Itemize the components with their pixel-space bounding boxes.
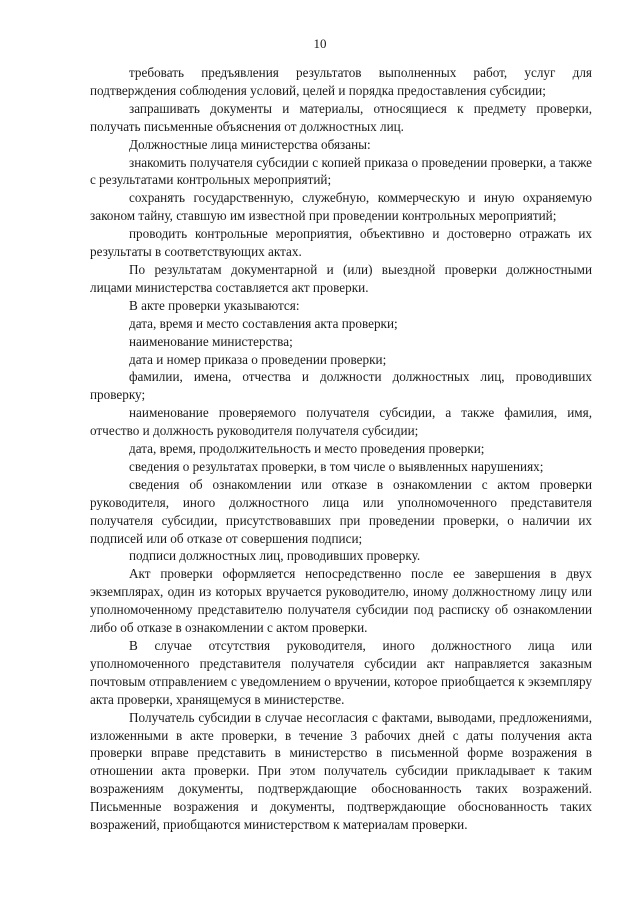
paragraph: Акт проверки оформляется непосредственно после ее завершения в двух экземплярах, один из которых вручается руководителю, иному должностному лицу или уполномоченному представителю получателя субсидии под расписку об ознакомлении либо об отказе в ознакомлении с актом проверки.: [90, 566, 592, 636]
paragraph: сведения об ознакомлении или отказе в ознакомлении с актом проверки руководителя, иного должностного лица или уполномоченного представителя получателя субсидии, присутствовавших при проведении проверки, о наличии их подписей или об отказе от совершения подписи;: [90, 476, 592, 546]
paragraph: Получатель субсидии в случае несогласия с фактами, выводами, предложениями, изложенными в акте проверки, в течение 3 рабочих дней с даты получения акта проверки вправе представить в министерство в письменной форме возражения в отношении акта проверки. При этом получатель субсидии прикладывает к таким возражениям документы, подтверждающие обоснованность таких возражений. Письменные возражения и документы, подтверждающие обоснованность таких возражений, приобщаются министерством к материалам проверки.: [90, 709, 592, 833]
document-body: [90, 64, 592, 834]
paragraph: Должностные лица министерства обязаны:: [129, 136, 371, 152]
paragraph: запрашивать документы и материалы, относящиеся к предмету проверки, получать письменные объяснения от должностных лиц.: [90, 100, 592, 134]
paragraph: фамилии, имена, отчества и должности должностных лиц, проводивших проверку;: [90, 369, 592, 403]
paragraph: дата, время и место составления акта проверки;: [129, 315, 398, 331]
paragraph: В случае отсутствия руководителя, иного должностного лица или уполномоченного представителя получателя субсидии акт направляется заказным почтовым отправлением с уведомлением о вручении, которое приобщается к экземпляру акта проверки, хранящемуся в министерстве.: [90, 638, 592, 707]
paragraph: знакомить получателя субсидии с копией приказа о проведении проверки, а также с результатами контрольных мероприятий;: [90, 154, 592, 188]
paragraph: дата, время, продолжительность и место проведения проверки;: [129, 441, 485, 457]
paragraph: подписи должностных лиц, проводивших проверку.: [129, 548, 421, 564]
paragraph: По результатам документарной и (или) выездной проверки должностными лицами министерства составляется акт проверки.: [90, 261, 592, 295]
paragraph: сведения о результатах проверки, в том числе о выявленных нарушениях;: [129, 458, 544, 474]
paragraph: требовать предъявления результатов выполненных работ, услуг для подтверждения соблюдения условий, целей и порядка предоставления субсидии;: [90, 65, 592, 98]
page-number: 10: [313, 36, 327, 51]
paragraph: проводить контрольные мероприятия, объективно и достоверно отражать их результаты в соответствующих актах.: [90, 226, 592, 260]
paragraph: дата и номер приказа о проведении проверки;: [129, 351, 387, 367]
paragraph: сохранять государственную, служебную, коммерческую и иную охраняемую законом тайну, ставшую им известной при проведении контрольных мероприятий;: [90, 190, 592, 224]
paragraph: В акте проверки указываются:: [129, 297, 300, 313]
paragraph: наименование проверяемого получателя субсидии, а также фамилия, имя, отчество и должность руководителя получателя субсидии;: [90, 405, 592, 439]
paragraph: наименование министерства;: [129, 333, 293, 349]
